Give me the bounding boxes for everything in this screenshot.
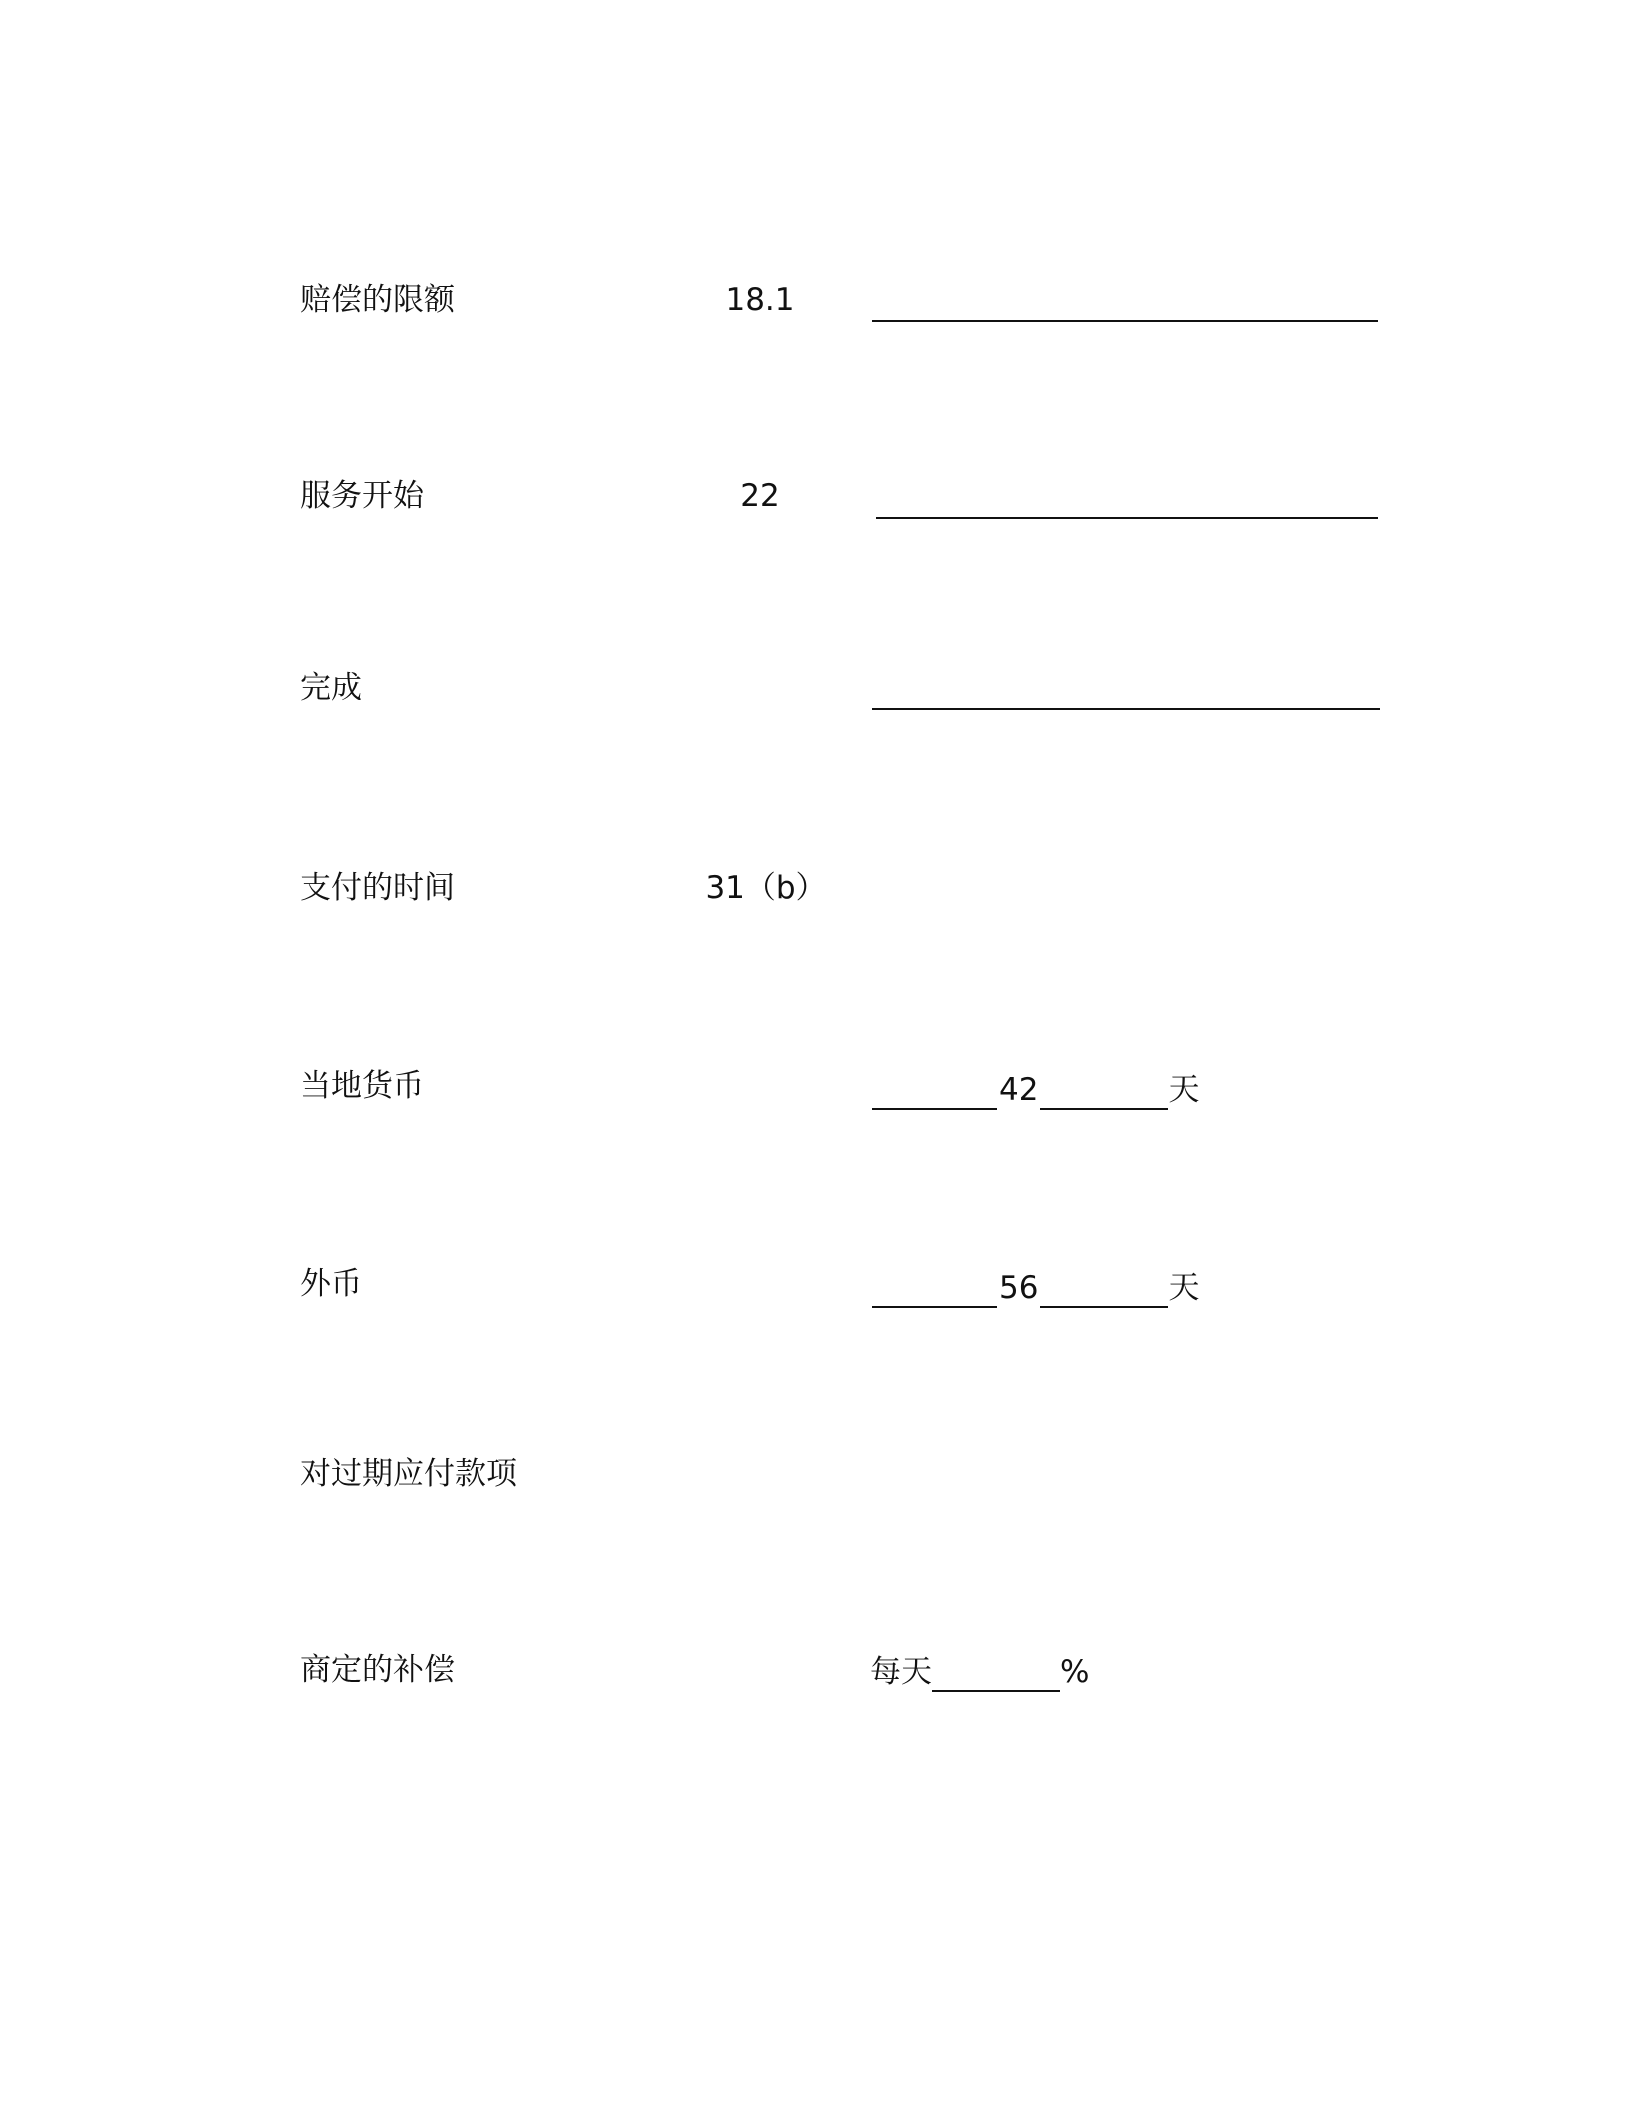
label-compensation-limit: 赔偿的限额 bbox=[300, 282, 455, 318]
fill-line-service-start[interactable] bbox=[876, 517, 1378, 519]
local-currency-unit: 天 bbox=[1168, 1072, 1200, 1108]
foreign-currency-days-field bbox=[872, 1268, 1199, 1308]
label-service-start: 服务开始 bbox=[300, 478, 424, 514]
fill-line-compensation-limit[interactable] bbox=[872, 320, 1378, 322]
foreign-currency-days-value: 56 bbox=[999, 1270, 1039, 1306]
agreed-compensation-prefix: 每天 bbox=[870, 1654, 932, 1690]
label-agreed-compensation: 商定的补偿 bbox=[300, 1652, 455, 1688]
label-foreign-currency: 外币 bbox=[300, 1266, 362, 1302]
clause-number-service-start: 22 bbox=[740, 478, 780, 514]
clause-number-compensation-limit: 18.1 bbox=[725, 282, 795, 318]
local-currency-blank-left[interactable] bbox=[872, 1072, 997, 1110]
local-currency-days-value: 42 bbox=[999, 1072, 1039, 1108]
label-local-currency: 当地货币 bbox=[300, 1068, 424, 1104]
foreign-currency-blank-left[interactable] bbox=[872, 1270, 997, 1308]
local-currency-blank-right[interactable] bbox=[1040, 1072, 1168, 1110]
fill-line-completion[interactable] bbox=[872, 708, 1380, 710]
agreed-compensation-blank[interactable] bbox=[932, 1654, 1060, 1692]
foreign-currency-unit: 天 bbox=[1168, 1270, 1200, 1306]
label-completion: 完成 bbox=[300, 670, 362, 706]
agreed-compensation-suffix: % bbox=[1060, 1654, 1090, 1690]
label-overdue-payments: 对过期应付款项 bbox=[300, 1456, 517, 1492]
agreed-compensation-rate-field bbox=[870, 1652, 1089, 1692]
foreign-currency-blank-right[interactable] bbox=[1040, 1270, 1168, 1308]
clause-number-payment-time: 31（b） bbox=[705, 870, 827, 906]
label-payment-time: 支付的时间 bbox=[300, 870, 455, 906]
local-currency-days-field bbox=[872, 1070, 1199, 1110]
